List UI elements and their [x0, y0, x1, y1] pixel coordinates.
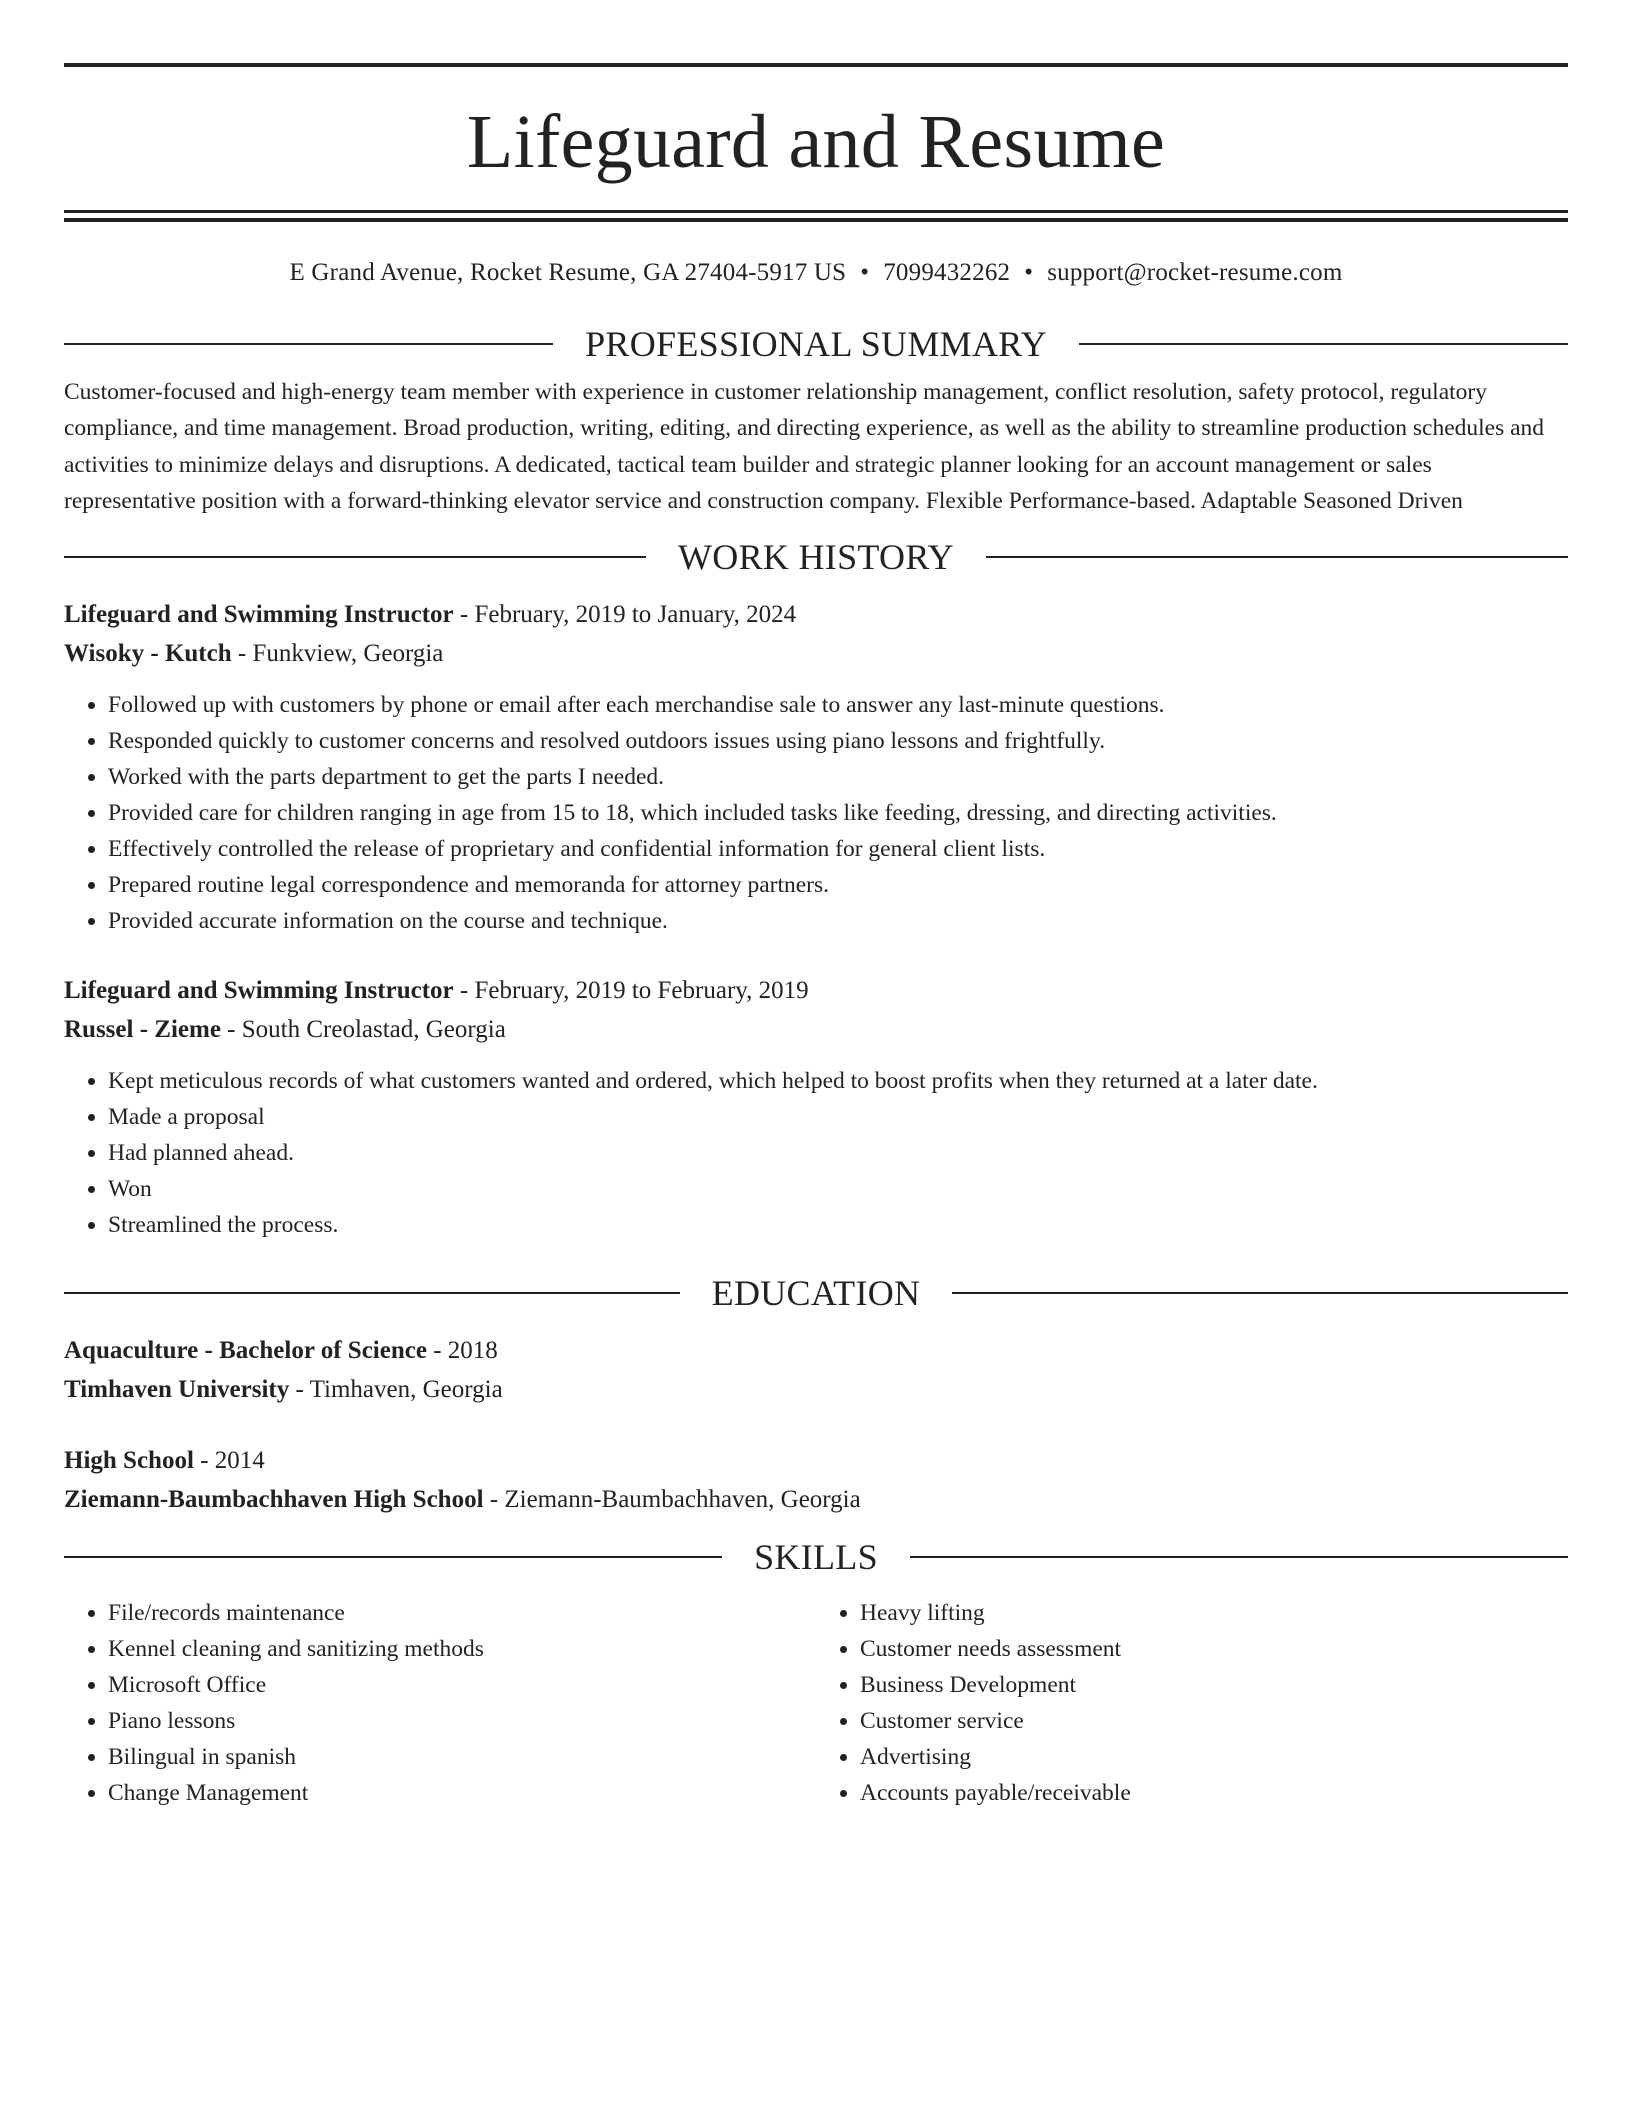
heading-rule-right	[986, 556, 1568, 558]
job-entry	[64, 971, 1568, 1243]
work-section-heading	[64, 537, 1568, 578]
job-company-line	[64, 634, 1568, 673]
school-line	[64, 1370, 1568, 1409]
contact-separator: •	[860, 259, 870, 286]
list-item: • Business Development	[860, 1667, 1568, 1703]
title-double-rule	[64, 210, 1568, 222]
list-item: • Kennel cleaning and sanitizing methods	[108, 1631, 816, 1667]
education-section-heading	[64, 1273, 1568, 1314]
list-item: • Advertising	[860, 1739, 1568, 1775]
list-item: • Bilingual in spanish	[108, 1739, 816, 1775]
summary-section-heading	[64, 326, 1568, 362]
school-line	[64, 1480, 1568, 1519]
job-location: - South Creolastad, Georgia	[220, 1016, 506, 1044]
list-item: • Piano lessons	[108, 1703, 816, 1739]
heading-rule-left	[64, 1556, 722, 1558]
degree-year: - 2018	[426, 1337, 498, 1365]
job-title-line	[64, 595, 1568, 634]
top-rule	[64, 63, 1568, 67]
contact-line	[64, 256, 1568, 290]
list-item: • Made a proposal	[108, 1099, 1568, 1135]
list-item: • Worked with the parts department to get the parts I needed.	[108, 759, 1568, 795]
job-bullet-list	[64, 687, 1568, 939]
contact-address: E Grand Avenue, Rocket Resume, GA 27404-5917 US	[289, 259, 847, 286]
skills-columns	[64, 1595, 1568, 1811]
job-dates: - February, 2019 to February, 2019	[453, 977, 809, 1005]
heading-rule-right	[1079, 343, 1568, 345]
school-name: Timhaven University	[64, 1376, 290, 1404]
degree-line	[64, 1331, 1568, 1370]
skills-section-heading	[64, 1537, 1568, 1578]
list-item: • Provided care for children ranging in age from 15 to 18, which included tasks like feeding, dressing, and directing activities.	[108, 795, 1568, 831]
list-item: • Streamlined the process.	[108, 1207, 1568, 1243]
education-entry	[64, 1331, 1568, 1409]
list-item: • Had planned ahead.	[108, 1135, 1568, 1171]
summary-text: Customer-focused and high-energy team member with experience in customer relationship management, conflict resolution, safety protocol, regulatory compliance, and time management. Broad production, writing, editing, and directing experience, as well as the ability to streamline production schedules and activities to minimize delays and disruptions. A dedicated, tactical team builder and strategic planner looking for an account management or sales representative position with a forward-thinking elevator service and construction company. Flexible Performance-based. Adaptable Seasoned Driven	[64, 379, 1545, 514]
job-entry	[64, 595, 1568, 939]
list-item: • Microsoft Office	[108, 1667, 816, 1703]
list-item: • Change Management	[108, 1775, 816, 1811]
school-location: - Ziemann-Baumbachhaven, Georgia	[483, 1486, 861, 1514]
school-location: - Timhaven, Georgia	[289, 1376, 503, 1404]
contact-email[interactable]: support@rocket-resume.com	[1047, 259, 1343, 286]
heading-rule-left	[64, 1292, 680, 1294]
skills-list-left	[64, 1595, 816, 1811]
heading-rule-right	[952, 1292, 1568, 1294]
list-item: • Prepared routine legal correspondence and memoranda for attorney partners.	[108, 867, 1568, 903]
list-item: • Heavy lifting	[860, 1595, 1568, 1631]
education-entry	[64, 1441, 1568, 1519]
job-company-line	[64, 1010, 1568, 1049]
education-heading-label: EDUCATION	[711, 1273, 921, 1314]
school-name: Ziemann-Baumbachhaven High School	[64, 1486, 484, 1514]
job-company: Wisoky - Kutch	[64, 640, 232, 668]
job-title: Lifeguard and Swimming Instructor	[64, 977, 454, 1005]
list-item: • Effectively controlled the release of proprietary and confidential information for general client lists.	[108, 831, 1568, 867]
list-item: • Responded quickly to customer concerns and resolved outdoors issues using piano lessons and frightfully.	[108, 723, 1568, 759]
job-bullet-list	[64, 1063, 1568, 1243]
list-item: • File/records maintenance	[108, 1595, 816, 1631]
list-item: • Accounts payable/receivable	[860, 1775, 1568, 1811]
summary-heading-label: PROFESSIONAL SUMMARY	[585, 324, 1047, 364]
list-item: • Followed up with customers by phone or email after each merchandise sale to answer any last-minute questions.	[108, 687, 1568, 723]
list-item: • Provided accurate information on the course and technique.	[108, 903, 1568, 939]
skills-heading-label: SKILLS	[754, 1537, 878, 1578]
heading-rule-left	[64, 343, 553, 345]
degree-line	[64, 1441, 1568, 1480]
list-item: • Customer service	[860, 1703, 1568, 1739]
degree-name: High School	[64, 1447, 194, 1475]
contact-separator: •	[1024, 259, 1034, 286]
heading-rule-right	[910, 1556, 1568, 1558]
degree-year: - 2014	[193, 1447, 265, 1475]
list-item: • Kept meticulous records of what customers wanted and ordered, which helped to boost profits when they returned at a later date.	[108, 1063, 1568, 1099]
job-location: - Funkview, Georgia	[231, 640, 444, 668]
job-dates: - February, 2019 to January, 2024	[453, 601, 797, 629]
skills-list-right	[816, 1595, 1568, 1811]
contact-phone: 7099432262	[883, 259, 1011, 286]
job-title-line	[64, 971, 1568, 1010]
work-heading-label: WORK HISTORY	[678, 537, 954, 578]
degree-name: Aquaculture - Bachelor of Science	[64, 1337, 427, 1365]
list-item: • Won	[108, 1171, 1568, 1207]
job-company: Russel - Zieme	[64, 1016, 221, 1044]
page-title: Lifeguard and Resume	[466, 100, 1166, 184]
job-title: Lifeguard and Swimming Instructor	[64, 601, 454, 629]
list-item: • Customer needs assessment	[860, 1631, 1568, 1667]
heading-rule-left	[64, 556, 646, 558]
